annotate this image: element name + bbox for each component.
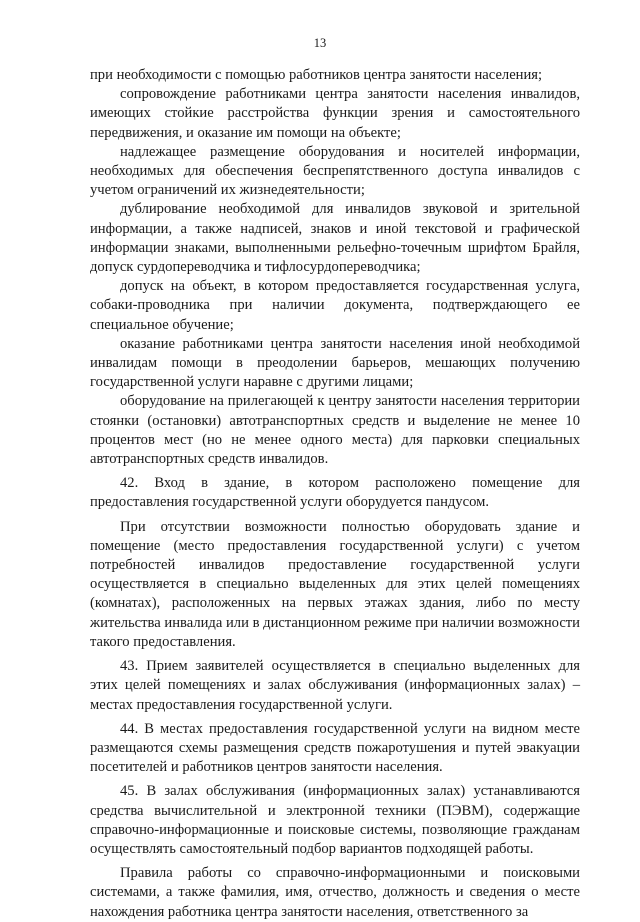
paragraph-parking: оборудование на прилегающей к центру занятости населения территории стоянки (остановки) автотранспортных средств и выделение не менее 10 процентов мест (но не менее одного места) для парковки специальных автотранспортных средств инвалидов. [90, 393, 580, 468]
paragraph-clause-44: 44. В местах предоставления государственной услуги на видном месте размещаются схемы размещения средств пожаротушения и путей эвакуации посетителей и работников центров занятости населения. [90, 720, 580, 776]
paragraph-information-duplication: дублирование необходимой для инвалидов звуковой и зрительной информации, а также надписей, знаков и иной текстовой и графической информации знаками, выполненными рельефно-точечным шрифтом Брайля, допуск сурдопереводчика и тифлосурдопереводчика; [90, 201, 580, 276]
paragraph-continuation: при необходимости с помощью работников центра занятости населения; [90, 67, 543, 83]
paragraph-alternative-provision: При отсутствии возможности полностью оборудовать здание и помещение (место предоставления государственной услуги) с учетом потребностей инвалидов предоставление государственной услуги осуществляется в специально выделенных для этих целей помещениях (комнатах), расположенных на первых этажах здания, либо по месту жительства инвалида или в дистанционном режиме при наличии возможности такого предоставления. [90, 518, 580, 650]
paragraph-clause-43: 43. Прием заявителей осуществляется в специально выделенных для этих целей помещениях и залах обслуживания (информационных залах) – местах предоставления государственной услуги. [90, 658, 580, 713]
paragraph-clause-42: 42. Вход в здание, в котором расположено помещение для предоставления государственной услуги оборудуется пандусом. [90, 475, 580, 511]
paragraph-equipment-placement: надлежащее размещение оборудования и носителей информации, необходимых для обеспечения беспрепятственного доступа инвалидов с учетом ограничений их жизнедеятельности; [90, 143, 580, 199]
paragraph-escort-assistance: сопровождение работниками центра занятости населения инвалидов, имеющих стойкие расстройства функции зрения и самостоятельного передвижения, и оказание им помощи на объекте; [90, 86, 580, 141]
page-number: 13 [313, 36, 327, 50]
paragraph-guide-dog-access: допуск на объект, в котором предоставляется государственная услуга, собаки-проводника при наличии документа, подтверждающего ее специальное обучение; [90, 278, 580, 333]
document-body [90, 66, 580, 922]
paragraph-clause-45: 45. В залах обслуживания (информационных залах) устанавливаются средства вычислительной и электронной техники (ПЭВМ), содержащие справочно-информационные и поисковые системы, позволяющие гражданам осуществлять самостоятельный подбор вариантов подходящей работы. [90, 783, 580, 857]
paragraph-barrier-assistance: оказание работниками центра занятости населения иной необходимой инвалидам помощи в преодолении барьеров, мешающих получению государственной услуги наравне с другими лицами; [90, 335, 580, 391]
paragraph-system-rules: Правила работы со справочно-информационными и поисковыми системами, а также фамилия, имя, отчество, должность и сведения о месте нахождения работника центра занятости населения, ответственного за [90, 865, 580, 920]
